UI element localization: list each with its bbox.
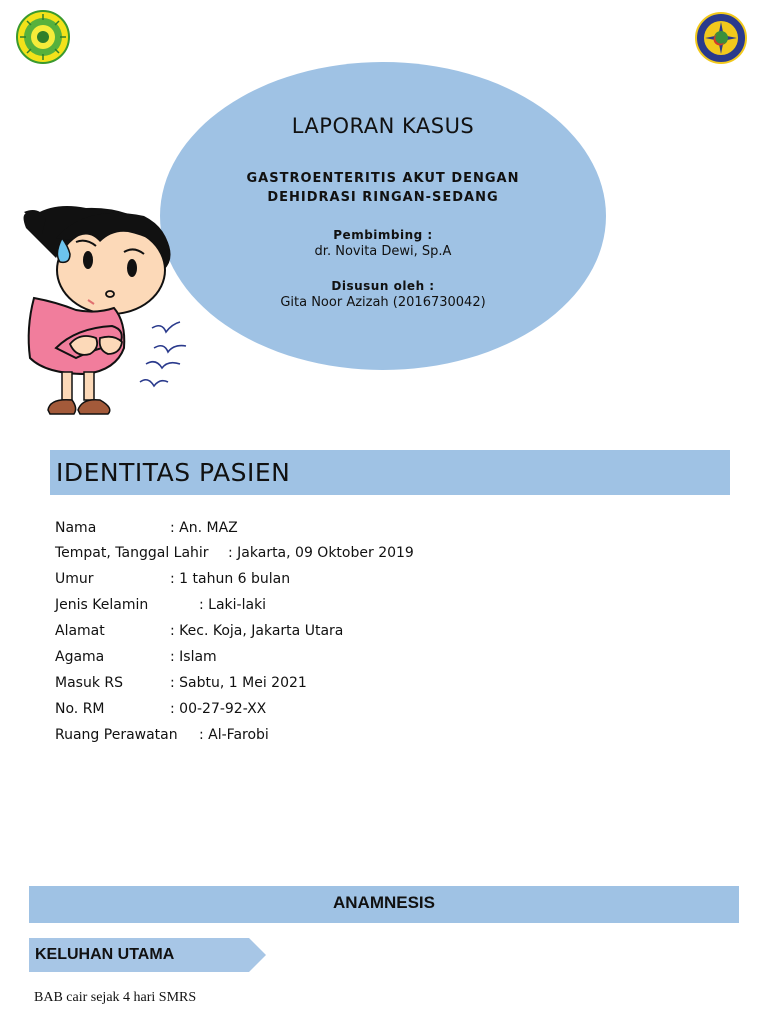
- identity-value: : Kec. Koja, Jakarta Utara: [170, 623, 344, 639]
- university-emblem-left-icon: [16, 10, 70, 64]
- identity-value: : Laki-laki: [199, 597, 267, 613]
- author-name: Gita Noor Azizah (2016730042): [280, 295, 486, 310]
- identity-label: Alamat: [55, 623, 105, 639]
- subtitle-line-1: GASTROENTERITIS AKUT DENGAN: [246, 171, 520, 186]
- stomachache-girl-illustration: [16, 198, 194, 420]
- author-label: Disusun oleh :: [331, 279, 435, 293]
- identity-row-birth: [55, 545, 414, 561]
- identity-row-age: [55, 571, 291, 587]
- identity-label: Masuk RS: [55, 675, 123, 691]
- identity-label: Jenis Kelamin: [55, 597, 149, 613]
- identity-row-admission: [55, 675, 307, 691]
- identity-row-record-number: [55, 701, 267, 717]
- identity-label: Agama: [55, 649, 105, 665]
- identity-row-ward: [55, 727, 269, 743]
- identity-value: : An. MAZ: [170, 520, 238, 536]
- identity-row-name: [55, 520, 238, 536]
- identity-value: : 00-27-92-XX: [170, 701, 267, 717]
- identity-row-gender: [55, 597, 267, 613]
- identity-label: Umur: [55, 571, 94, 587]
- chief-complaint-heading: KELUHAN UTAMA: [35, 946, 175, 963]
- title-oval: [160, 62, 606, 370]
- identity-label: Nama: [55, 520, 97, 536]
- identity-label: No. RM: [55, 701, 105, 717]
- identity-value: : Jakarta, 09 Oktober 2019: [228, 545, 414, 561]
- supervisor-label: Pembimbing :: [333, 228, 433, 242]
- chief-complaint-text: BAB cair sejak 4 hari SMRS: [34, 990, 197, 1005]
- subtitle-line-2: DEHIDRASI RINGAN-SEDANG: [267, 190, 499, 205]
- identity-title: IDENTITAS PASIEN: [56, 458, 291, 487]
- identity-value: : Al-Farobi: [199, 727, 269, 743]
- identity-label: Ruang Perawatan: [55, 727, 178, 743]
- university-emblem-right-icon: [695, 12, 747, 64]
- identity-value: : 1 tahun 6 bulan: [170, 571, 291, 587]
- identity-label: Tempat, Tanggal Lahir: [55, 545, 209, 561]
- anamnesis-title: ANAMNESIS: [332, 893, 435, 912]
- identity-row-address: [55, 623, 344, 639]
- report-title: LAPORAN KASUS: [291, 114, 475, 138]
- identity-value: : Islam: [170, 649, 217, 665]
- supervisor-name: dr. Novita Dewi, Sp.A: [314, 244, 452, 259]
- identity-row-religion: [55, 649, 217, 665]
- identity-value: : Sabtu, 1 Mei 2021: [170, 675, 307, 691]
- report-subtitle: [160, 169, 606, 207]
